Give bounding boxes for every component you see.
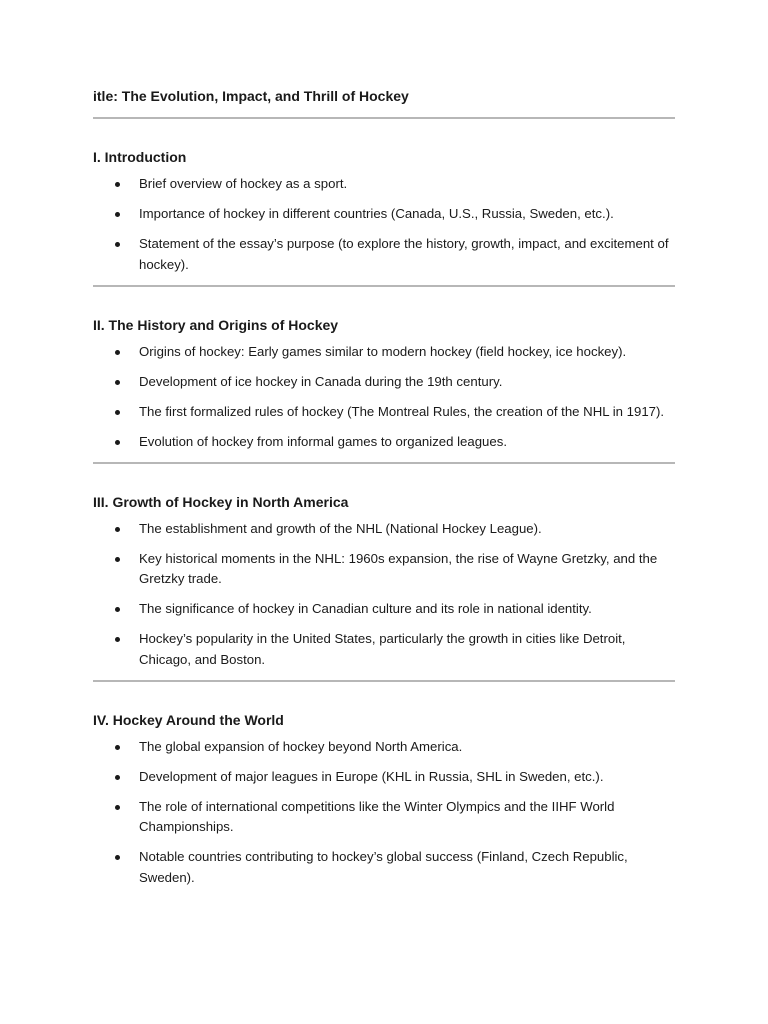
- bullet-list: [93, 174, 675, 275]
- bullet-list: [93, 342, 675, 453]
- list-item-text: The significance of hockey in Canadian culture and its role in national identity.: [139, 601, 592, 616]
- list-item-text: The global expansion of hockey beyond North America.: [139, 738, 463, 754]
- bullet-icon: [115, 242, 120, 247]
- list-item-text: The establishment and growth of the NHL (National Hockey League).: [139, 520, 542, 536]
- list-item: [93, 204, 675, 225]
- bullet-icon: [115, 607, 120, 612]
- list-item: [93, 402, 675, 423]
- list-item: [93, 629, 675, 670]
- list-item-text: Evolution of hockey from informal games to organized leagues.: [139, 433, 507, 449]
- section-history: [93, 316, 675, 464]
- section-divider: [93, 680, 675, 682]
- list-item-text: Development of major leagues in Europe (KHL in Russia, SHL in Sweden, etc.).: [139, 768, 604, 784]
- list-item-text: Notable countries contributing to hockey’s global success (Finland, Czech Republic, Sweden).: [139, 849, 628, 885]
- list-item-text: Origins of hockey: Early games similar to modern hockey (field hockey, ice hockey).: [139, 343, 627, 359]
- list-item: [93, 737, 675, 758]
- list-item: [93, 372, 675, 393]
- list-item: [93, 519, 675, 540]
- section-heading: III. Growth of Hockey in North America: [93, 493, 349, 510]
- section-heading: I. Introduction: [93, 149, 187, 165]
- list-item-text: Key historical moments in the NHL: 1960s expansion, the rise of Wayne Gretzky, and the Gretzky trade.: [139, 550, 658, 586]
- bullet-icon: [115, 637, 120, 642]
- bullet-icon: [115, 410, 120, 415]
- list-item-text: The role of international competitions like the Winter Olympics and the IIHF World Championships.: [139, 798, 615, 834]
- document-title: itle: The Evolution, Impact, and Thrill of Hockey: [93, 88, 409, 104]
- bullet-icon: [115, 855, 120, 860]
- section-around-the-world: [93, 711, 675, 889]
- list-item: [93, 342, 675, 363]
- section-divider: [93, 462, 675, 464]
- list-item-text: Hockey’s popularity in the United States, particularly the growth in cities like Detroit, Chicago, and Boston.: [139, 631, 626, 667]
- section-heading: II. The History and Origins of Hockey: [93, 316, 339, 333]
- bullet-icon: [115, 557, 120, 562]
- bullet-icon: [115, 212, 120, 217]
- section-introduction: [93, 148, 675, 287]
- bullet-icon: [115, 745, 120, 750]
- bullet-icon: [115, 805, 120, 810]
- title-divider: [93, 117, 675, 119]
- list-item-text: Brief overview of hockey as a sport.: [139, 176, 348, 191]
- list-item: [93, 234, 675, 275]
- list-item: [93, 797, 675, 838]
- section-divider: [93, 285, 675, 287]
- list-item-text: Statement of the essay’s purpose (to explore the history, growth, impact, and excitement of hockey).: [139, 236, 669, 272]
- bullet-icon: [115, 775, 120, 780]
- bullet-icon: [115, 527, 120, 532]
- bullet-icon: [115, 182, 120, 187]
- list-item-text: The first formalized rules of hockey (The Montreal Rules, the creation of the NHL in 1917).: [139, 403, 665, 419]
- bullet-icon: [115, 350, 120, 355]
- list-item-text: Development of ice hockey in Canada during the 19th century.: [139, 373, 503, 389]
- section-heading: IV. Hockey Around the World: [93, 711, 284, 728]
- list-item: [93, 599, 675, 620]
- list-item: [93, 549, 675, 590]
- bullet-list: [93, 519, 675, 671]
- bullet-icon: [115, 380, 120, 385]
- bullet-icon: [115, 440, 120, 445]
- list-item: [93, 432, 675, 453]
- bullet-list: [93, 737, 675, 889]
- list-item: [93, 767, 675, 788]
- section-north-america: [93, 493, 675, 682]
- list-item: [93, 174, 675, 195]
- list-item: [93, 847, 675, 888]
- list-item-text: Importance of hockey in different countries (Canada, U.S., Russia, Sweden, etc.).: [139, 206, 614, 221]
